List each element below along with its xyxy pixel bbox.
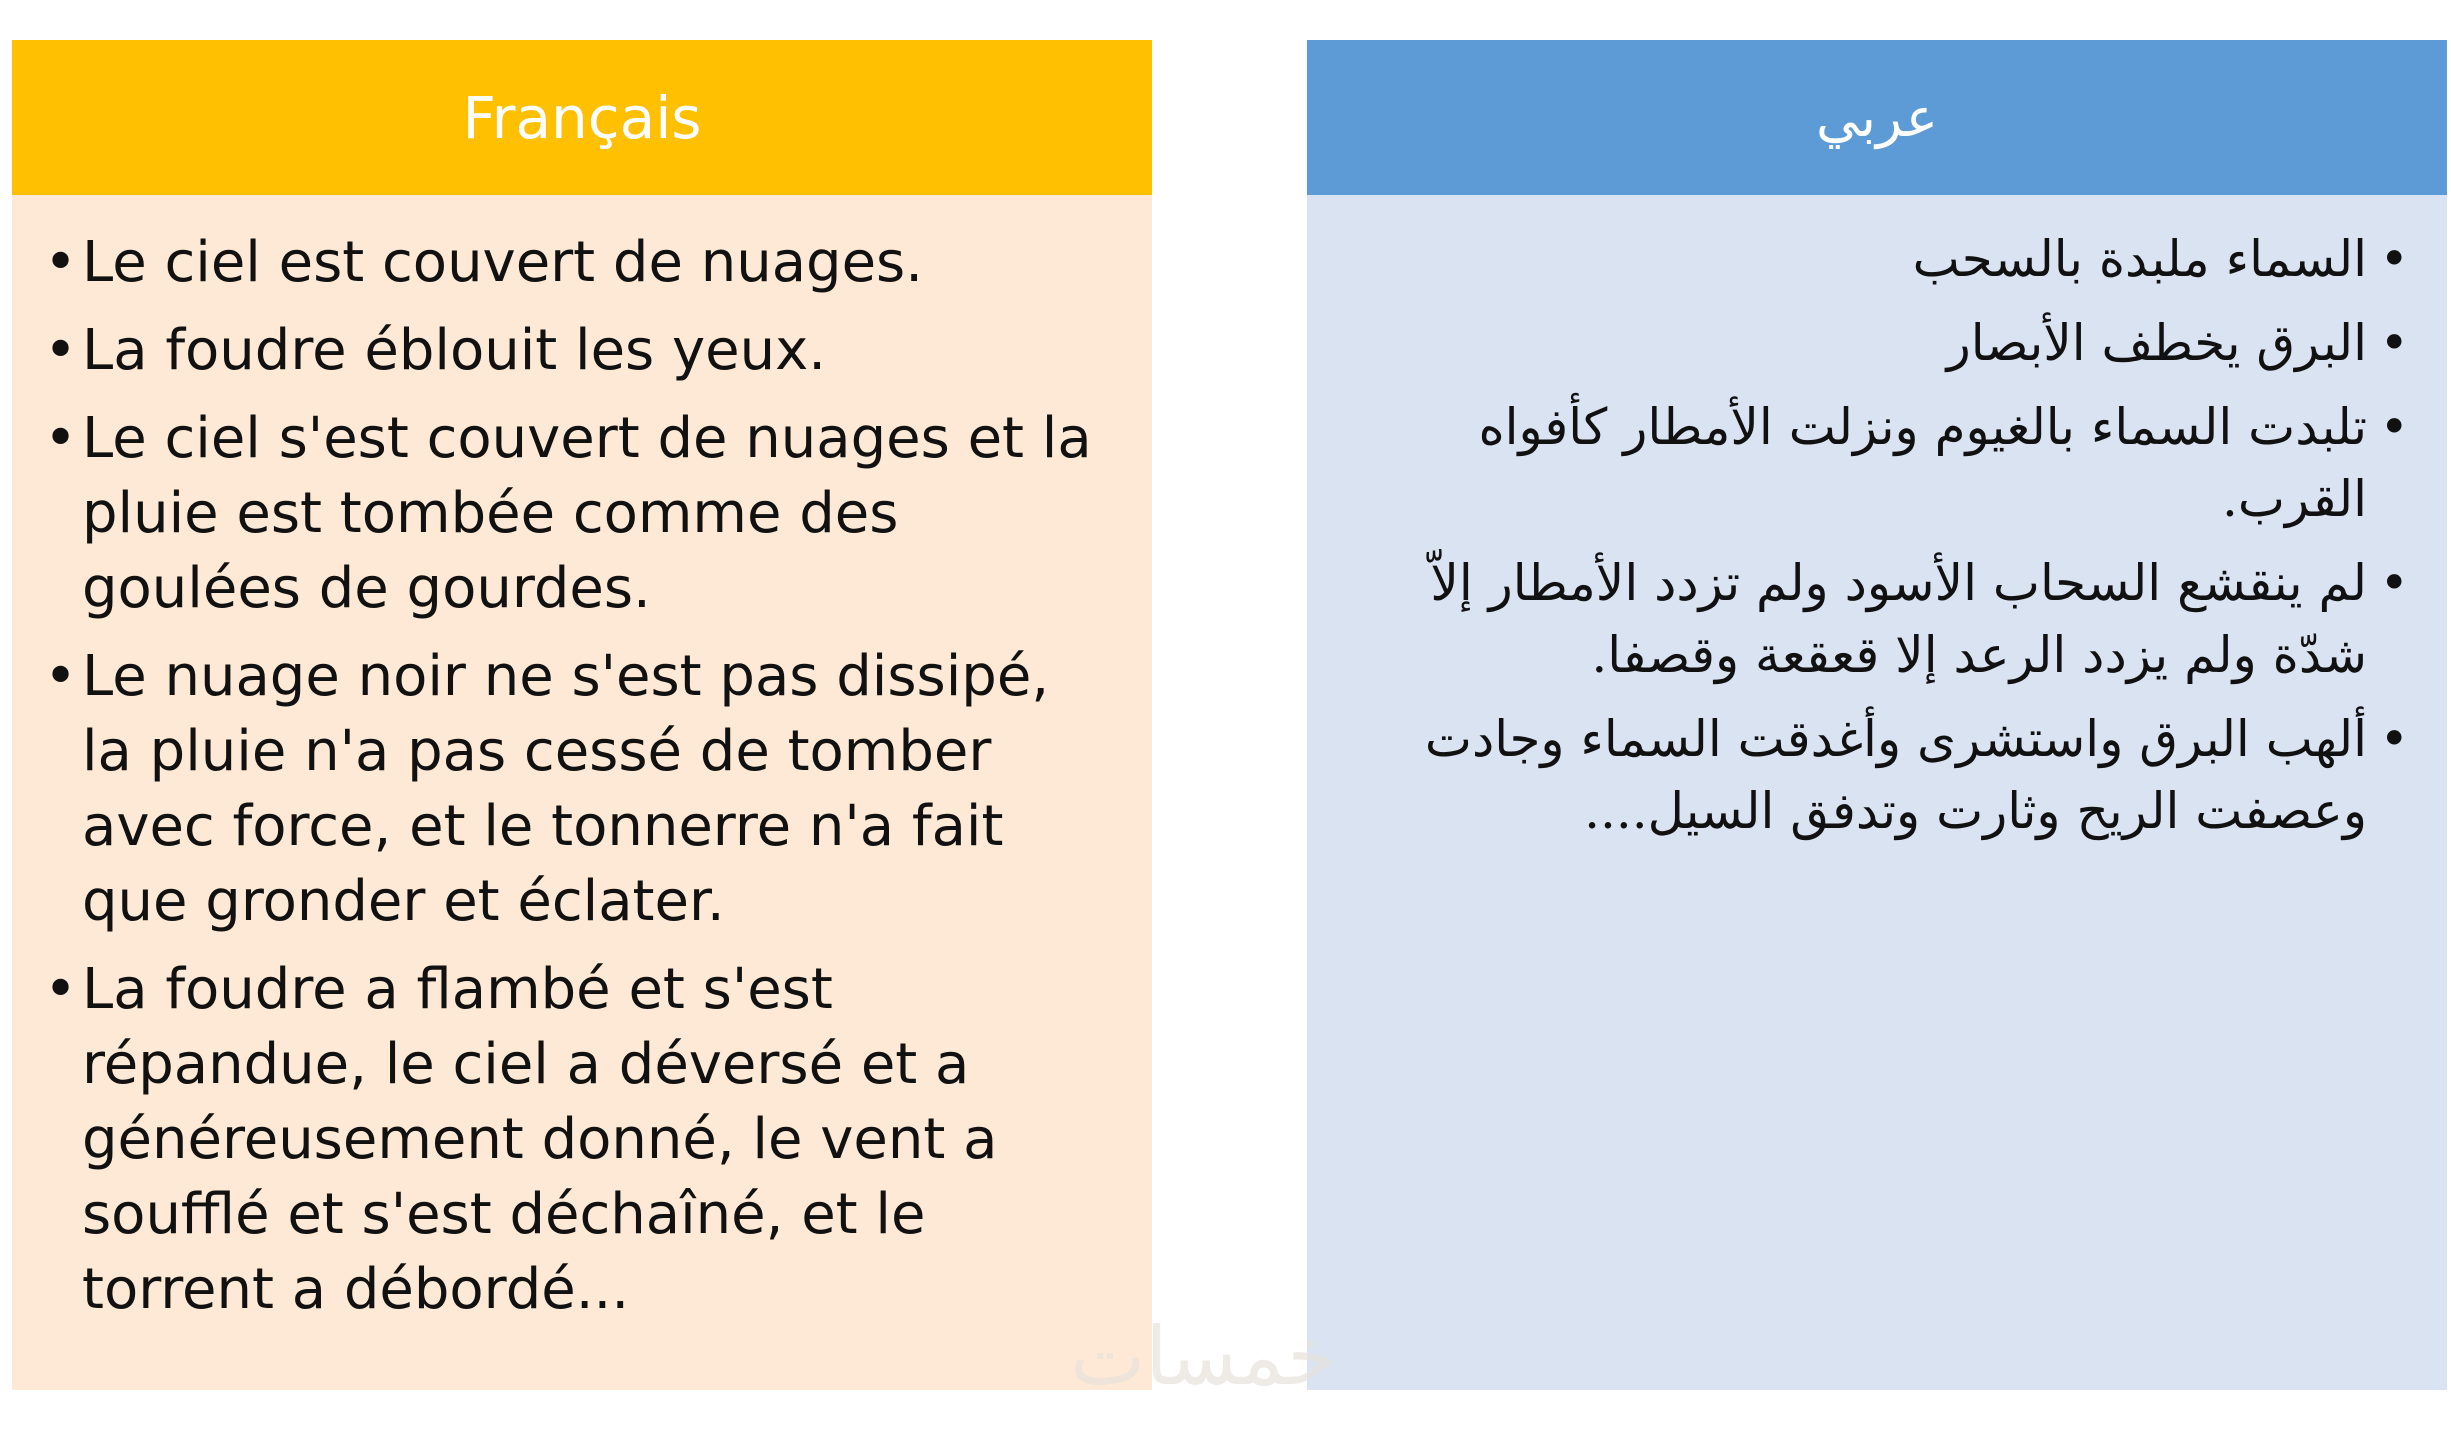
arabic-item-text: البرق يخطف الأبصار — [1946, 314, 2367, 372]
bullet-icon: • — [2379, 398, 2409, 456]
arabic-header: عربي — [1307, 40, 2447, 195]
bullet-icon: • — [44, 406, 78, 471]
french-header: Français — [12, 40, 1152, 195]
french-item-text: La foudre éblouit les yeux. — [82, 318, 827, 383]
arabic-item-text: ألهب البرق واستشرى وأغدقت السماء وجادت وعصفت الريح وثارت وتدفق السيل.... — [1424, 710, 2367, 840]
french-list-item — [44, 952, 1112, 1327]
french-list-item — [44, 401, 1112, 626]
arabic-panel — [1307, 40, 2447, 1390]
bullet-icon: • — [2379, 230, 2409, 288]
french-list-item — [44, 639, 1112, 939]
french-item-text: Le ciel est couvert de nuages. — [82, 230, 924, 295]
arabic-list-item — [1347, 703, 2409, 847]
french-item-text: Le nuage noir ne s'est pas dissipé, la pluie n'a pas cessé de tomber avec force, et le tonnerre n'a fait que gronder et éclater. — [82, 644, 1050, 934]
french-panel — [12, 40, 1152, 1390]
arabic-list-item — [1347, 547, 2409, 691]
arabic-list — [1307, 195, 2447, 847]
bullet-icon: • — [44, 318, 78, 383]
arabic-list-item — [1347, 307, 2409, 379]
bullet-icon: • — [2379, 554, 2409, 612]
watermark-logo: خمسات — [1070, 1310, 1337, 1403]
french-list-item — [44, 225, 1112, 300]
arabic-item-text: السماء ملبدة بالسحب — [1912, 230, 2367, 288]
french-item-text: La foudre a flambé et s'est répandue, le ciel a déversé et a généreusement donné, le vent a soufflé et s'est déchaîné, et le torrent a débordé... — [82, 957, 998, 1322]
bullet-icon: • — [44, 230, 78, 295]
arabic-item-text: تلبدت السماء بالغيوم ونزلت الأمطار كأفواه القرب. — [1478, 398, 2367, 528]
bullet-icon: • — [44, 644, 78, 709]
arabic-list-item — [1347, 391, 2409, 535]
bullet-icon: • — [2379, 710, 2409, 768]
arabic-item-text: لم ينقشع السحاب الأسود ولم تزدد الأمطار إلاّ شدّة ولم يزدد الرعد إلا قعقعة وقصفا. — [1430, 554, 2367, 684]
french-list — [12, 195, 1152, 1327]
bullet-icon: • — [2379, 314, 2409, 372]
arabic-list-item — [1347, 223, 2409, 295]
bullet-icon: • — [44, 957, 78, 1022]
french-list-item — [44, 313, 1112, 388]
french-item-text: Le ciel s'est couvert de nuages et la pluie est tombée comme des goulées de gourdes. — [82, 406, 1092, 621]
